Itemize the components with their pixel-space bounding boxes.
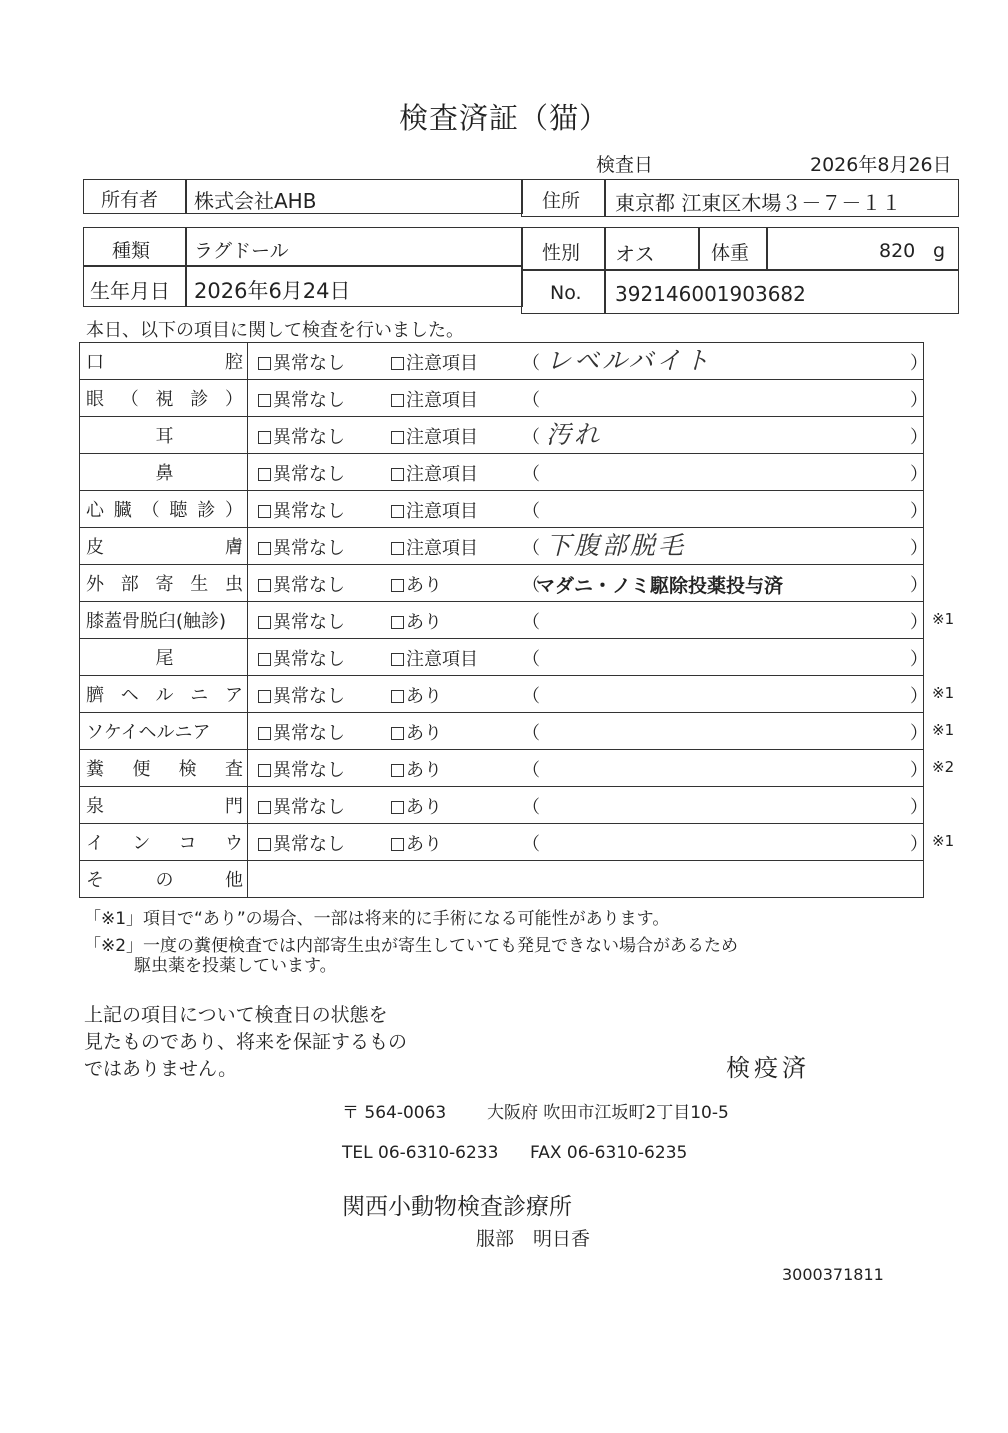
clinic-tel: TEL 06-6310-6233 — [342, 1143, 499, 1163]
item-name-cell — [80, 602, 248, 639]
option-normal-label: 異常なし — [273, 501, 345, 522]
paren-open: （ — [522, 834, 540, 855]
item-name-cell — [80, 454, 248, 491]
checkbox[interactable] — [258, 727, 271, 740]
item-mark-cell — [924, 787, 925, 824]
item-name-char: （ — [120, 389, 139, 410]
clinic-fax: FAX 06-6310-6235 — [530, 1143, 688, 1163]
item-name-cell — [80, 713, 248, 750]
checkbox[interactable] — [258, 801, 271, 814]
item-name-char: 心 — [86, 500, 104, 521]
item-mark-cell — [924, 343, 925, 380]
item-name-char: ウ — [224, 833, 243, 854]
birth-value-cell — [185, 265, 523, 307]
option-attention — [391, 608, 442, 634]
paren-open: （ — [522, 538, 540, 559]
checkbox[interactable] — [391, 801, 404, 814]
paren-close: ） — [910, 427, 928, 448]
no-value-cell — [604, 269, 959, 314]
item-name — [80, 866, 247, 892]
option-attention-label: 注意項目 — [406, 464, 478, 485]
item-mark-cell — [924, 824, 955, 861]
table-row — [80, 380, 925, 417]
item-result-cell — [248, 676, 928, 713]
checkbox[interactable] — [391, 579, 404, 592]
option-normal — [258, 645, 345, 671]
item-name-char: ル — [155, 685, 174, 706]
item-mark-cell — [924, 380, 925, 417]
sex-value-cell — [604, 227, 700, 271]
owner-label: 所有者 — [101, 189, 159, 211]
weight-value: 820 — [879, 240, 916, 262]
option-normal-label: 異常なし — [273, 464, 345, 485]
option-normal-label: 異常なし — [273, 575, 345, 596]
paren-open: （ — [522, 649, 540, 670]
item-name — [80, 829, 247, 855]
option-attention-label: 注意項目 — [406, 538, 478, 559]
no-value: 392146001903682 — [615, 282, 806, 306]
table-row-other — [80, 861, 925, 898]
item-name-char: ） — [224, 500, 243, 521]
item-mark-cell — [924, 861, 925, 898]
table-row — [80, 417, 925, 454]
item-mark-cell — [924, 565, 925, 602]
checkbox[interactable] — [391, 468, 404, 481]
item-name-cell — [80, 565, 248, 602]
item-name — [80, 459, 247, 485]
owner-label-cell — [83, 179, 187, 214]
option-normal-label: 異常なし — [273, 390, 345, 411]
item-name-char: 臓 — [113, 500, 132, 521]
item-note: 下腹部脱毛 — [546, 531, 687, 560]
option-attention-label: あり — [406, 575, 442, 596]
item-result-cell — [248, 417, 928, 454]
paren-close: ） — [910, 390, 928, 411]
item-name-char: 外 — [86, 574, 104, 595]
item-name-char: ン — [132, 833, 151, 854]
item-name — [80, 570, 247, 596]
option-attention-label: あり — [406, 686, 442, 707]
option-normal-label: 異常なし — [273, 723, 345, 744]
table-row — [80, 676, 925, 713]
option-attention — [391, 534, 478, 560]
option-attention — [391, 793, 442, 819]
item-name — [80, 792, 247, 818]
option-normal — [258, 719, 345, 745]
checkbox[interactable] — [258, 690, 271, 703]
checkbox[interactable] — [391, 505, 404, 518]
item-name-cell — [80, 676, 248, 713]
weight-unit: g — [933, 240, 946, 262]
item-name-char: 膝蓋骨脱臼(触診) — [86, 611, 227, 632]
item-name-char: の — [155, 870, 174, 891]
breed-value: ラグドール — [194, 240, 289, 262]
item-name-cell — [80, 380, 248, 417]
table-row — [80, 565, 925, 602]
item-name-cell — [80, 417, 248, 454]
disclaimer-line: 上記の項目について検査日の状態を — [84, 1004, 388, 1026]
item-name-cell — [80, 491, 248, 528]
item-name-cell — [80, 639, 248, 676]
item-note: マダニ・ノミ駆除投薬投与済 — [536, 575, 784, 597]
checkbox[interactable] — [258, 838, 271, 851]
item-result-cell — [248, 713, 928, 750]
item-name-char: ヘ — [120, 685, 139, 706]
option-attention — [391, 682, 442, 708]
item-name-char: 門 — [225, 796, 243, 817]
item-name — [80, 385, 247, 411]
weight-label: 体重 — [711, 242, 750, 264]
paren-close: ） — [910, 686, 928, 707]
item-name-char: 臍 — [86, 685, 104, 706]
checkbox[interactable] — [391, 727, 404, 740]
postal-code: 〒 564-0063 — [342, 1103, 447, 1123]
breed-label: 種類 — [112, 240, 151, 262]
checkbox[interactable] — [391, 394, 404, 407]
paren-close: ） — [910, 464, 928, 485]
item-name — [80, 607, 247, 633]
item-name-char: 寄 — [155, 574, 174, 595]
item-result-cell — [248, 602, 928, 639]
item-result-cell — [248, 454, 928, 491]
paren-open: （ — [522, 575, 540, 596]
disclaimer — [84, 1002, 407, 1083]
paren-close: ） — [910, 575, 928, 596]
item-name — [80, 496, 247, 522]
option-normal — [258, 423, 345, 449]
item-name-char: 皮 — [86, 537, 104, 558]
item-footnote-mark: ※1 — [932, 609, 955, 628]
table-row — [80, 750, 925, 787]
item-name-char: 糞 — [86, 759, 104, 780]
birth-label: 生年月日 — [90, 279, 170, 303]
paren-open: （ — [522, 723, 540, 744]
item-result-cell — [248, 824, 928, 861]
checkbox[interactable] — [258, 579, 271, 592]
item-mark-cell — [924, 602, 955, 639]
item-name-char: 尾 — [155, 648, 174, 669]
item-name-char: 生 — [190, 574, 209, 595]
item-mark-cell — [924, 491, 925, 528]
item-name-cell — [80, 861, 248, 898]
option-normal-label: 異常なし — [273, 649, 345, 670]
table-row — [80, 713, 925, 750]
item-name-char: 査 — [224, 759, 243, 780]
option-attention — [391, 386, 478, 412]
item-result-cell — [248, 380, 928, 417]
item-name-char: 口 — [86, 352, 104, 373]
item-name-char: コ — [178, 833, 197, 854]
checkbox[interactable] — [258, 357, 271, 370]
address-value-cell — [604, 179, 959, 217]
item-name — [80, 348, 247, 374]
item-name-char: 診 — [197, 500, 216, 521]
item-mark-cell — [924, 676, 955, 713]
item-mark-cell — [924, 417, 925, 454]
footnote-2: 「※2」一度の糞便検査では内部寄生虫が寄生していても発見できない場合があるため — [84, 936, 739, 956]
table-row — [80, 639, 925, 676]
paren-close: ） — [910, 501, 928, 522]
inspection-table — [79, 342, 955, 898]
no-label-cell — [521, 269, 606, 314]
paren-open: （ — [522, 686, 540, 707]
checkbox[interactable] — [391, 653, 404, 666]
item-footnote-mark: ※1 — [932, 831, 955, 850]
paren-open: （ — [522, 390, 540, 411]
checkbox[interactable] — [258, 394, 271, 407]
checkbox[interactable] — [258, 505, 271, 518]
disclaimer-line: 見たものであり、将来を保証するもの — [84, 1031, 408, 1053]
paren-open: （ — [522, 501, 540, 522]
item-name-char: 耳 — [155, 426, 174, 447]
option-normal — [258, 682, 345, 708]
breed-value-cell — [185, 227, 523, 267]
sex-value: オス — [615, 242, 655, 266]
option-attention — [391, 645, 478, 671]
item-mark-cell — [924, 713, 955, 750]
address-label: 住所 — [542, 190, 581, 212]
sex-label: 性別 — [542, 242, 581, 264]
option-attention-label: 注意項目 — [406, 427, 478, 448]
other-notes-cell[interactable] — [248, 861, 924, 898]
owner-value-cell — [185, 179, 523, 214]
option-normal-label: 異常なし — [273, 760, 345, 781]
option-normal-label: 異常なし — [273, 353, 345, 374]
item-footnote-mark: ※1 — [932, 683, 955, 702]
clinic-address: 大阪府 吹田市江坂町2丁目10-5 — [487, 1103, 729, 1123]
birth-value: 2026年6月24日 — [194, 279, 351, 303]
paren-close: ） — [910, 834, 928, 855]
paren-open: （ — [522, 464, 540, 485]
address-value: 東京都 江東区木場３－７－１１ — [615, 191, 902, 215]
option-attention-label: あり — [406, 834, 442, 855]
item-name-cell — [80, 343, 248, 380]
item-result-cell — [248, 491, 928, 528]
sex-label-cell — [521, 227, 606, 271]
option-normal — [258, 830, 345, 856]
paren-open: （ — [522, 612, 540, 633]
item-name-char: 検 — [178, 759, 197, 780]
option-normal-label: 異常なし — [273, 797, 345, 818]
option-attention-label: 注意項目 — [406, 649, 478, 670]
item-name-char: そ — [86, 870, 104, 891]
option-attention — [391, 460, 478, 486]
document-title: 検査済証（猫） — [398, 101, 609, 135]
item-name-char: （ — [141, 500, 160, 521]
item-name-cell — [80, 824, 248, 861]
option-attention-label: 注意項目 — [406, 353, 478, 374]
paren-close: ） — [910, 353, 928, 374]
footnote-1: 「※1」項目で“あり”の場合、一部は将来的に手術になる可能性があります。 — [84, 909, 670, 929]
checkbox[interactable] — [391, 690, 404, 703]
checkbox[interactable] — [391, 357, 404, 370]
table-row — [80, 343, 925, 380]
item-result-cell — [248, 787, 928, 824]
table-row — [80, 528, 925, 565]
checkbox[interactable] — [391, 616, 404, 629]
option-attention — [391, 756, 442, 782]
item-name-char: 泉 — [86, 796, 104, 817]
paren-close: ） — [910, 612, 928, 633]
option-attention — [391, 349, 478, 375]
table-row — [80, 787, 925, 824]
paren-open: （ — [522, 427, 540, 448]
item-name — [80, 681, 247, 707]
table-row — [80, 602, 925, 639]
paren-close: ） — [910, 760, 928, 781]
checkbox[interactable] — [258, 468, 271, 481]
paren-open: （ — [522, 760, 540, 781]
paren-open: （ — [522, 353, 540, 374]
option-attention — [391, 719, 442, 745]
item-name-cell — [80, 750, 248, 787]
no-label: No. — [550, 282, 582, 304]
option-normal — [258, 497, 345, 523]
option-normal — [258, 534, 345, 560]
paren-open: （ — [522, 797, 540, 818]
item-name-char: 虫 — [225, 574, 243, 595]
item-name — [80, 718, 247, 744]
item-name-cell — [80, 787, 248, 824]
item-result-cell — [248, 343, 928, 380]
checkbox[interactable] — [258, 616, 271, 629]
serial-number: 3000371811 — [782, 1265, 884, 1284]
item-mark-cell — [924, 528, 925, 565]
breed-label-cell — [83, 227, 187, 267]
item-name — [80, 644, 247, 670]
option-normal-label: 異常なし — [273, 538, 345, 559]
option-normal-label: 異常なし — [273, 427, 345, 448]
item-mark-cell — [924, 454, 925, 491]
quarantine-stamp: 検疫済 — [726, 1054, 810, 1082]
table-row — [80, 454, 925, 491]
item-name-char: ア — [225, 685, 243, 706]
item-name-char: 腔 — [225, 352, 243, 373]
item-result-cell — [248, 750, 928, 787]
option-normal — [258, 571, 345, 597]
option-attention-label: 注意項目 — [406, 390, 478, 411]
option-attention-label: 注意項目 — [406, 501, 478, 522]
item-name-char: 視 — [155, 389, 174, 410]
item-name-char: 部 — [120, 574, 139, 595]
item-result-cell — [248, 639, 928, 676]
item-name — [80, 422, 247, 448]
option-normal — [258, 793, 345, 819]
option-normal — [258, 349, 345, 375]
option-attention-label: あり — [406, 760, 442, 781]
option-attention-label: あり — [406, 797, 442, 818]
paren-close: ） — [910, 797, 928, 818]
item-mark-cell — [924, 750, 955, 787]
checkbox[interactable] — [258, 764, 271, 777]
table-row — [80, 824, 925, 861]
item-name-char: 便 — [132, 759, 151, 780]
item-name-char: 眼 — [86, 389, 104, 410]
item-footnote-mark: ※2 — [932, 757, 955, 776]
checkbox[interactable] — [258, 431, 271, 444]
intro-text: 本日、以下の項目に関して検査を行いました。 — [86, 320, 464, 341]
doctor-name: 服部 明日香 — [476, 1228, 591, 1250]
item-name-char: 聴 — [169, 500, 188, 521]
item-name-char: ニ — [190, 685, 209, 706]
item-name-char: ） — [225, 389, 243, 410]
checkbox[interactable] — [391, 542, 404, 555]
weight-value-cell — [766, 227, 959, 271]
option-normal — [258, 756, 345, 782]
item-name-char: イ — [86, 833, 104, 854]
table-row — [80, 491, 925, 528]
item-name-char: 診 — [190, 389, 209, 410]
paren-close: ） — [910, 723, 928, 744]
disclaimer-line: ではありません。 — [84, 1058, 238, 1080]
weight-label-cell — [698, 227, 768, 271]
option-normal — [258, 608, 345, 634]
item-name-char: 他 — [225, 870, 243, 891]
item-name — [80, 533, 247, 559]
item-mark-cell — [924, 639, 925, 676]
item-footnote-mark: ※1 — [932, 720, 955, 739]
footnote-3: 駆虫薬を投薬しています。 — [134, 956, 337, 976]
paren-close: ） — [910, 538, 928, 559]
option-normal-label: 異常なし — [273, 834, 345, 855]
inspection-date-label: 検査日 — [596, 154, 654, 176]
option-attention — [391, 497, 478, 523]
option-attention — [391, 571, 442, 597]
checkbox[interactable] — [258, 542, 271, 555]
item-name-char: ソケイヘルニア — [86, 722, 211, 743]
option-normal — [258, 460, 345, 486]
item-name — [80, 755, 247, 781]
clinic-name: 関西小動物検査診療所 — [342, 1194, 572, 1220]
item-name-cell — [80, 528, 248, 565]
paren-close: ） — [910, 649, 928, 670]
item-note: レベルバイト — [546, 346, 713, 375]
item-note: 汚れ — [546, 420, 603, 449]
option-normal-label: 異常なし — [273, 612, 345, 633]
option-attention-label: あり — [406, 612, 442, 633]
checkbox[interactable] — [391, 764, 404, 777]
birth-label-cell — [83, 265, 187, 307]
owner-value: 株式会社AHB — [194, 189, 317, 213]
option-attention — [391, 830, 442, 856]
checkbox[interactable] — [258, 653, 271, 666]
option-normal — [258, 386, 345, 412]
checkbox[interactable] — [391, 838, 404, 851]
inspection-date-value: 2026年8月26日 — [810, 154, 952, 176]
option-normal-label: 異常なし — [273, 686, 345, 707]
item-name-char: 鼻 — [155, 463, 174, 484]
item-name-char: 膚 — [225, 537, 243, 558]
checkbox[interactable] — [391, 431, 404, 444]
item-result-cell — [248, 528, 928, 565]
option-attention-label: あり — [406, 723, 442, 744]
address-label-cell — [521, 179, 606, 217]
option-attention — [391, 423, 478, 449]
item-result-cell — [248, 565, 928, 602]
